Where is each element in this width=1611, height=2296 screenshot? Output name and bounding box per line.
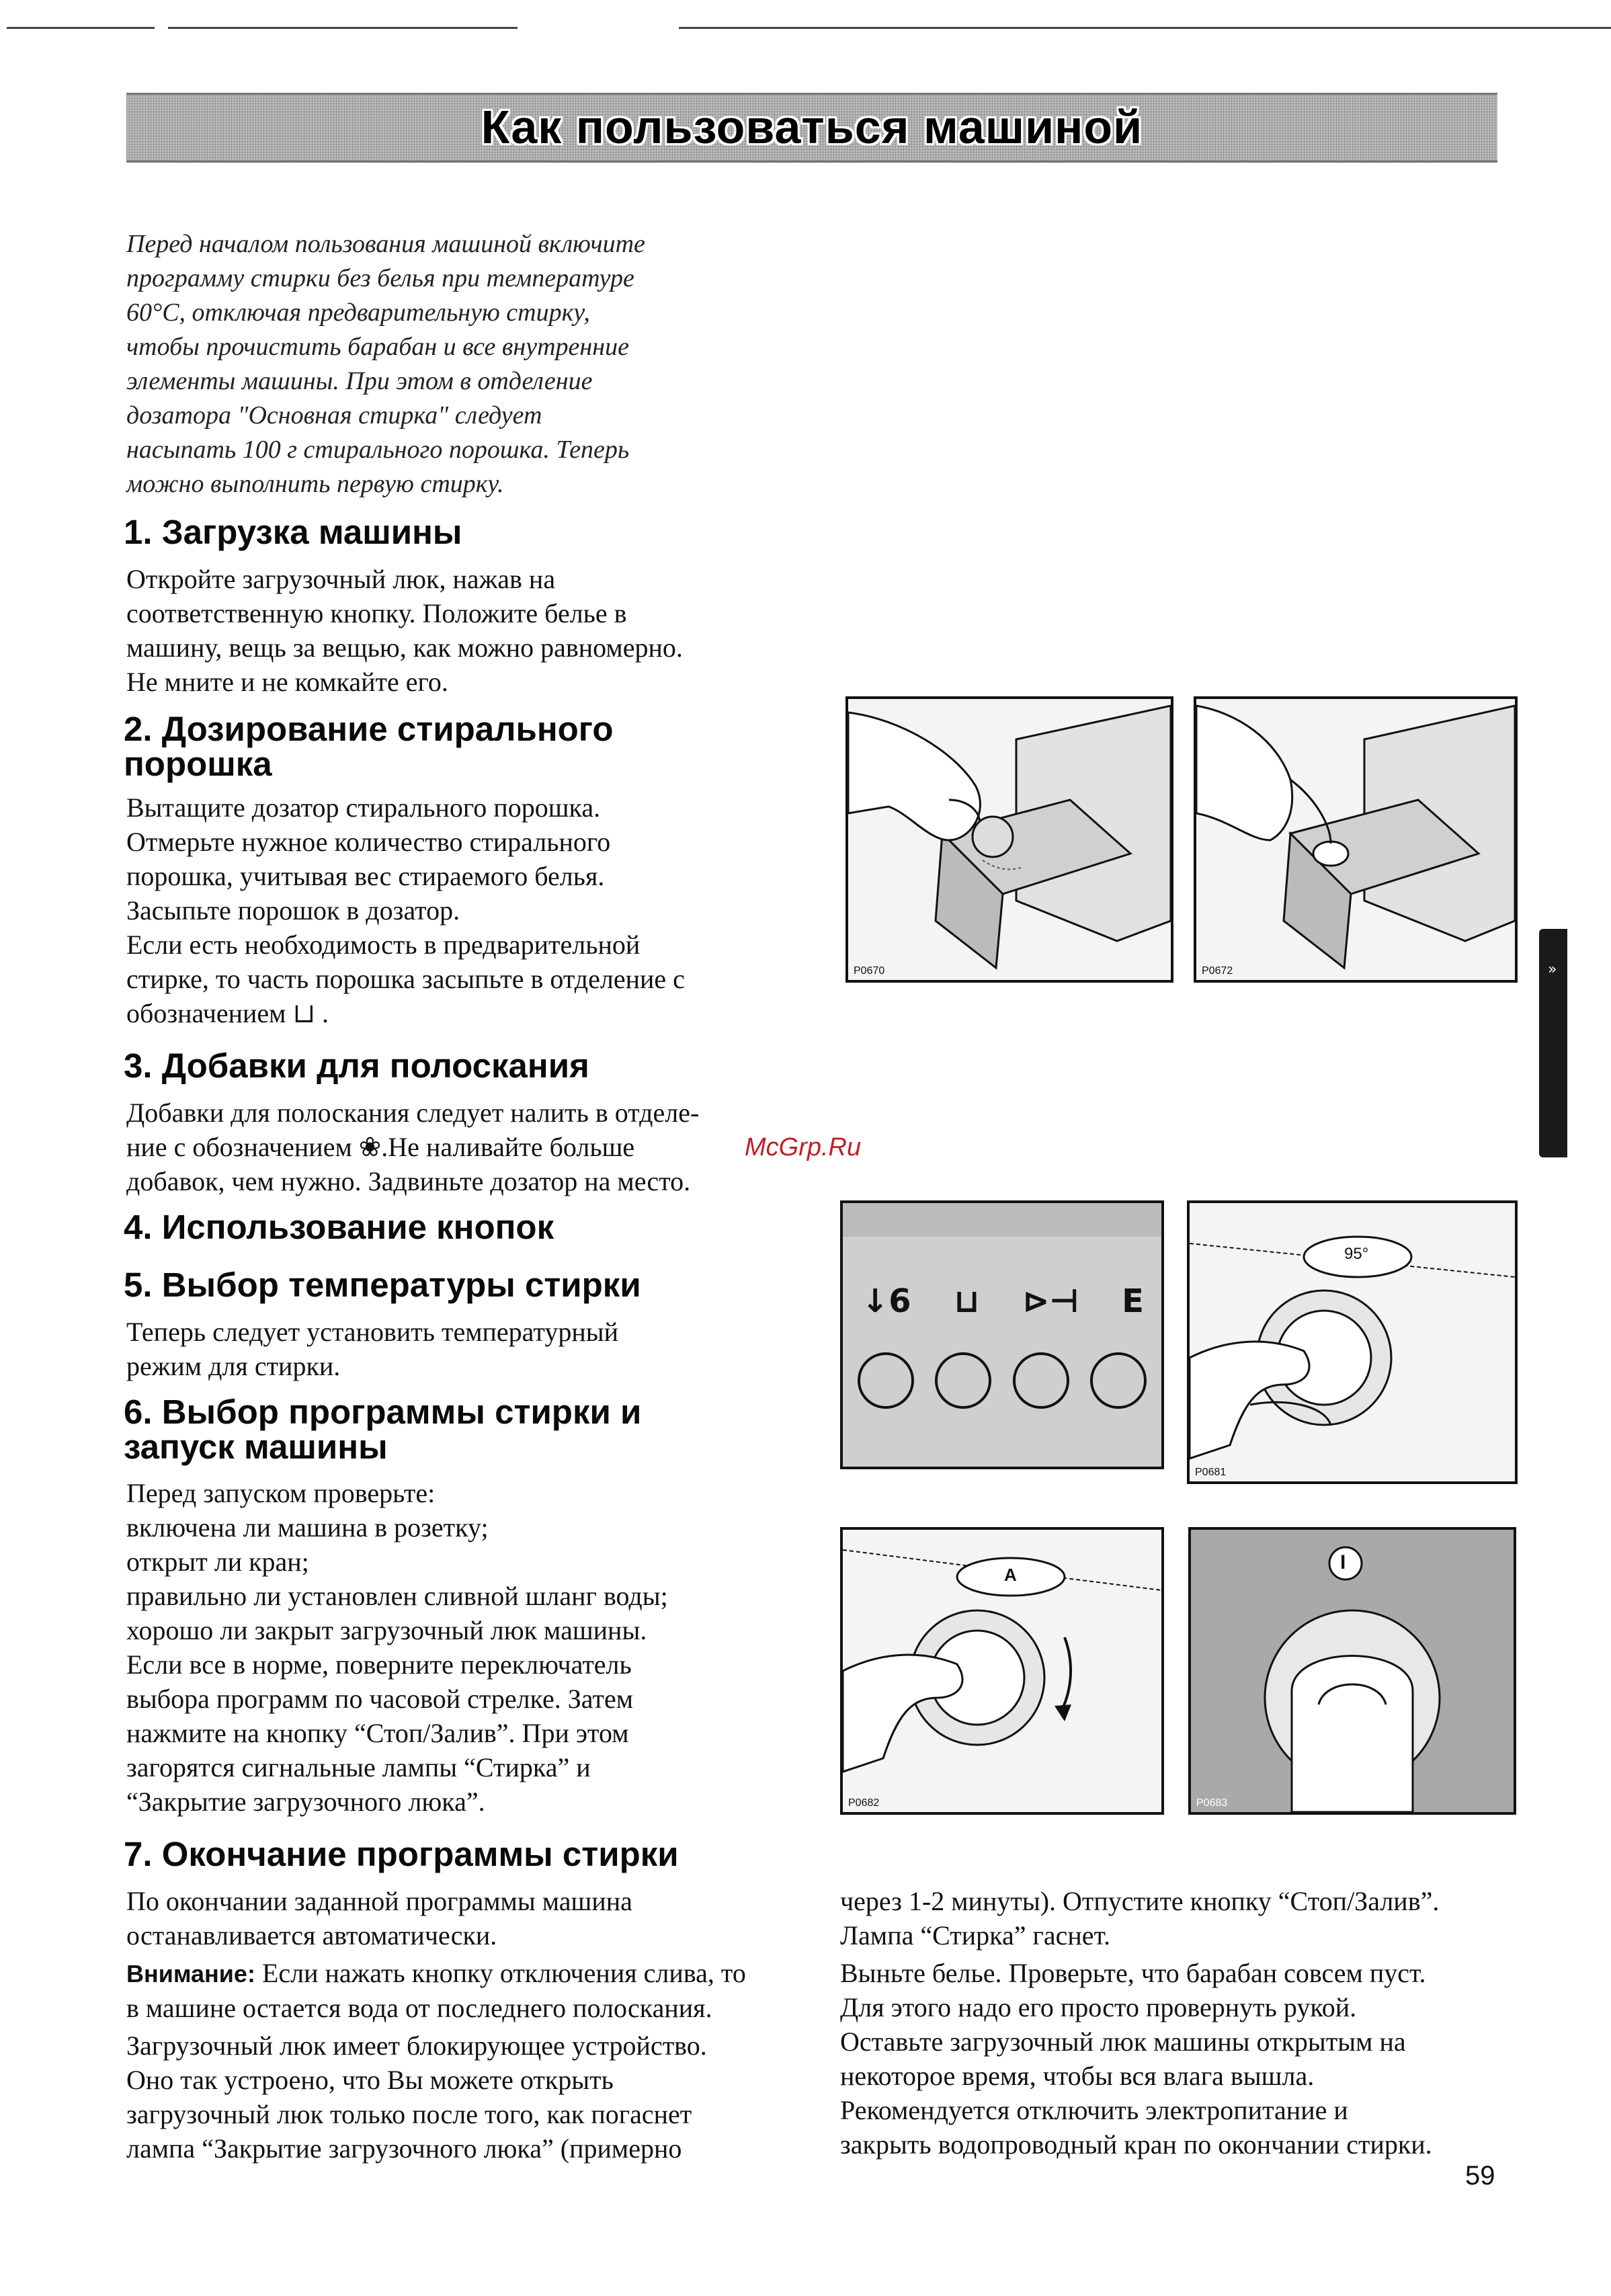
section-4-heading: 4. Использование кнопок xyxy=(124,1208,554,1246)
drawer-pull-illustration xyxy=(848,699,1171,980)
section-7-body: По окончании заданной программы машина останавливается автоматически. xyxy=(126,1886,632,1951)
panel-button-4 xyxy=(1090,1352,1147,1409)
figure-start-button xyxy=(1188,1527,1516,1815)
figure-6-code: P0683 xyxy=(1196,1797,1228,1809)
section-2-body: Вытащите дозатор стирального порошка. Отмерьте нужное количество стирального порошка, учитывая вес стираемого белья. Засыпьте порошок в дозатор. Если есть необходимость в предварительной стирке, то часть порошка засыпьте в отделение с обозначением ⊔ . xyxy=(126,792,685,1028)
top-rule-mid xyxy=(168,27,518,29)
page-number: 59 xyxy=(1465,2161,1495,2190)
warning-text: Если нажать кнопку отключения слива, то в машине остается вода от последнего полоскания. xyxy=(126,1958,746,2023)
intro-paragraph: Перед началом пользования машиной включите программу стирки без белья при температуре 60°С, отключая предварительную стирку, чтобы прочистить барабан и все внутренние элементы машины. При этом в отделение дозатора "Основная стирка" следует насыпать 100 г стирального порошка. Теперь можно выполнить первую стирку. xyxy=(126,230,645,498)
drawer-fill-illustration xyxy=(1196,699,1515,980)
figure-2-code: P0672 xyxy=(1202,965,1233,977)
figure-drawer-pull xyxy=(845,696,1173,983)
right-paragraph-2: Выньте белье. Проверьте, что барабан совсем пуст. Для этого надо его просто провернуть рукой. Оставьте загрузочный люк машины открытым на некоторое время, чтобы вся влага вышла. Рекомендуется отключить электропитание и закрыть водопроводный кран по окончании стирки. xyxy=(840,1958,1432,2160)
panel-symbol-1: ↓6 xyxy=(862,1282,911,1320)
side-tab-glyph: » xyxy=(1548,961,1557,978)
start-symbol: I xyxy=(1340,1551,1346,1573)
panel-button-1 xyxy=(858,1352,914,1409)
section-6-heading: 6. Выбор программы стирки и запуск машины xyxy=(124,1393,642,1466)
panel-buttons xyxy=(858,1352,1147,1409)
start-button-illustration xyxy=(1191,1530,1514,1812)
dial-temperature: 95° xyxy=(1344,1245,1369,1263)
panel-symbol-2: ⊔ xyxy=(954,1282,980,1320)
program-dial-illustration xyxy=(843,1530,1161,1812)
figure-4-code: P0681 xyxy=(1195,1467,1227,1478)
top-rule-left xyxy=(7,27,155,29)
section-1-body: Откройте загрузочный люк, нажав на соответственную кнопку. Положите белье в машину, вещь за вещью, как можно равномерно. Не мните и не комкайте его. xyxy=(126,564,683,697)
panel-symbol-4: E xyxy=(1122,1282,1144,1320)
figure-5-code: P0682 xyxy=(848,1797,880,1809)
section-7-warning xyxy=(126,1956,819,2025)
top-rule-far xyxy=(988,27,1611,29)
panel-button-3 xyxy=(1013,1352,1069,1409)
section-2-heading: 2. Дозирование стирального порошка xyxy=(124,710,614,783)
panel-symbol-3: ⊳⊣ xyxy=(1022,1282,1079,1320)
section-3-heading: 3. Добавки для полоскания xyxy=(124,1047,589,1085)
right-paragraph-1: через 1-2 минуты). Отпустите кнопку “Стоп/Залив”. Лампа “Стирка” гаснет. xyxy=(840,1886,1440,1951)
title-banner xyxy=(126,93,1497,163)
section-5-body: Теперь следует установить температурный режим для стирки. xyxy=(126,1317,619,1381)
page-title: Как пользоваться машиной xyxy=(481,101,1143,153)
section-3-body: Добавки для полоскания следует налить в отделе- ние с обозначением ❀.Не наливайте больше добавок, чем нужно. Задвиньте дозатор на место. xyxy=(126,1098,700,1196)
panel-top-strip xyxy=(843,1203,1161,1237)
section-1-heading: 1. Загрузка машины xyxy=(124,513,462,551)
section-6-body: Перед запуском проверьте: включена ли машина в розетку; открыт ли кран; правильно ли установлен сливной шланг воды; хорошо ли закрыт загрузочный люк машины. Если все в норме, поверните переключатель выбора программ по часовой стрелке. Затем нажмите на кнопку “Стоп/Залив”. При этом загорятся сигнальные лампы “Стирка” и “Закрытие загрузочного люка”. xyxy=(126,1478,668,1817)
dial-program-letter: A xyxy=(1004,1565,1017,1585)
panel-button-2 xyxy=(935,1352,991,1409)
figure-drawer-fill xyxy=(1194,696,1518,983)
figure-program-dial xyxy=(840,1527,1164,1815)
panel-symbols xyxy=(862,1282,1144,1320)
warning-label: Внимание: xyxy=(126,1960,255,1987)
watermark: McGrp.Ru xyxy=(745,1133,862,1161)
figure-button-panel xyxy=(840,1200,1164,1469)
section-7-heading: 7. Окончание программы стирки xyxy=(124,1835,679,1873)
section-7-lock-text: Загрузочный люк имеет блокирующее устройство. Оно так устроено, что Вы можете открыть загрузочный люк только после того, как погаснет лампа “Закрытие загрузочного люка” (примерно xyxy=(126,2031,707,2164)
figure-temperature-dial xyxy=(1187,1200,1518,1484)
figure-1-code: P0670 xyxy=(854,965,885,977)
section-5-heading: 5. Выбор температуры стирки xyxy=(124,1266,641,1304)
